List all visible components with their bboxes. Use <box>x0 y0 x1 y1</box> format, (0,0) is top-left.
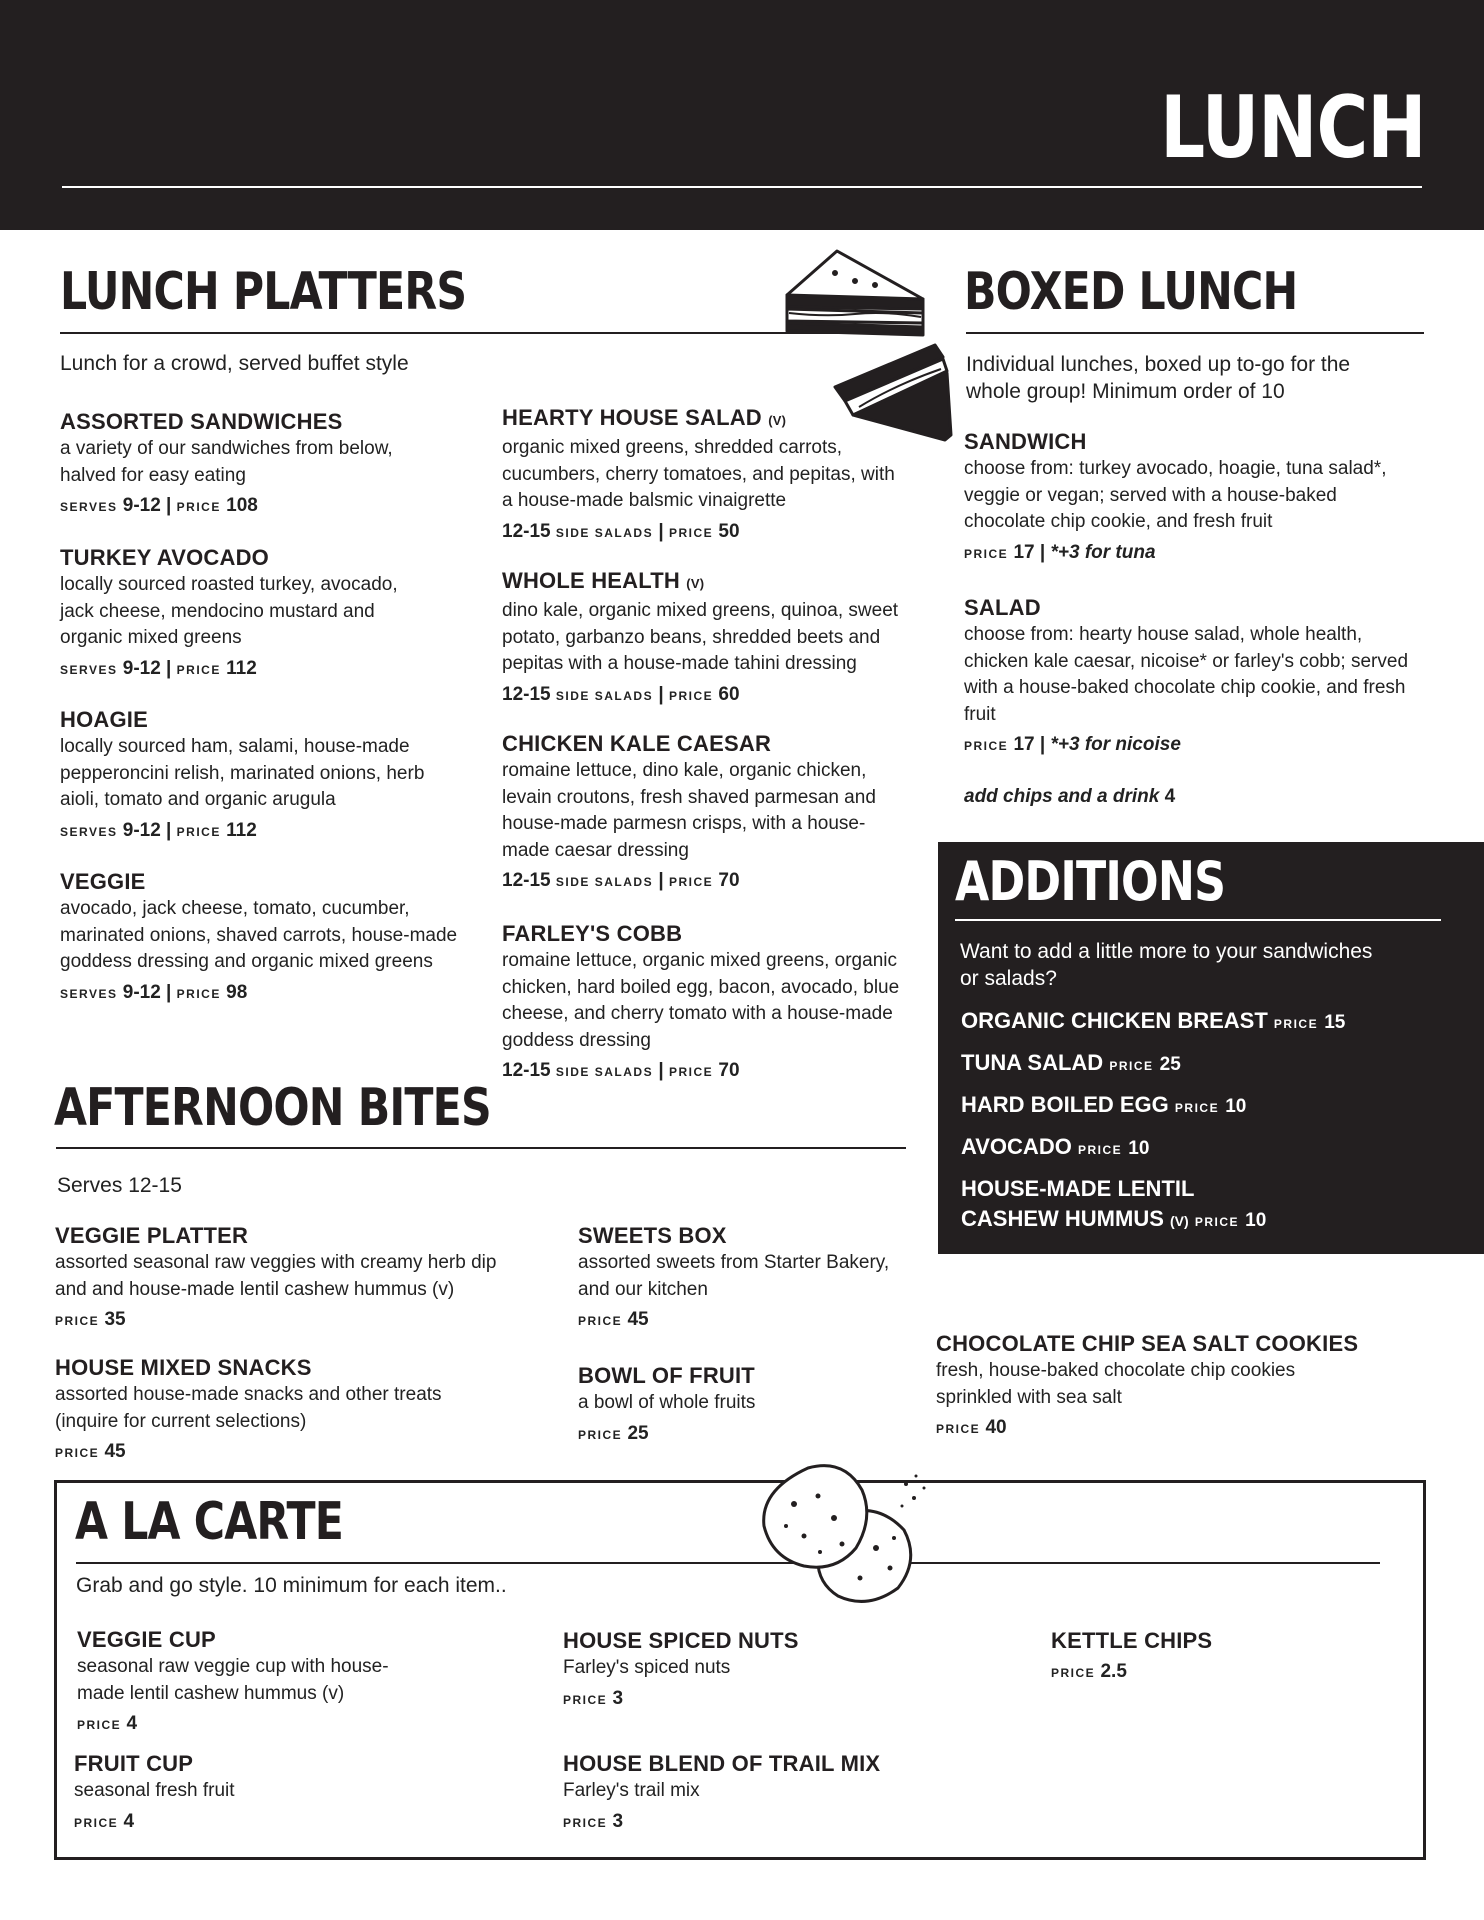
alc-veggie-cup <box>77 1626 517 1740</box>
item-name: FARLEY'S COBB <box>502 921 683 946</box>
platter-hoagie <box>60 706 500 847</box>
item-name: VEGGIE PLATTER <box>55 1223 249 1248</box>
platter-whole-health <box>502 567 942 711</box>
lunch-platters-intro: Lunch for a crowd, served buffet style <box>60 352 409 375</box>
item-name: HOAGIE <box>60 707 148 732</box>
item-description: choose from: turkey avocado, hoagie, tuna salad*, veggie or vegan; served with a house-baked chocolate chip cookie, and fresh fruit <box>964 458 1387 532</box>
cookie-illustration-icon <box>756 1456 936 1608</box>
item-meta: PRICE 25 <box>578 1422 649 1444</box>
item-description: seasonal raw veggie cup with house-made lentil cashew hummus (v) <box>77 1656 389 1704</box>
item-description: assorted house-made snacks and other treats (inquire for current selections) <box>55 1384 442 1432</box>
lunch-platters-title: LUNCH PLATTERS <box>60 262 467 322</box>
item-name: ASSORTED SANDWICHES <box>60 409 343 434</box>
item-description: choose from: hearty house salad, whole health, chicken kale caesar, nicoise* or farley's cobb; served with a house-baked chocolate chip cookie, and fresh fruit <box>964 624 1409 725</box>
alc-kettle-chips <box>1051 1627 1484 1688</box>
afternoon-bites-divider <box>56 1147 906 1149</box>
a-la-carte-intro: Grab and go style. 10 minimum for each item.. <box>76 1574 507 1597</box>
bite-veggie-platter <box>55 1222 495 1336</box>
item-description: dino kale, organic mixed greens, quinoa, sweet potato, garbanzo beans, shredded beets and pepitas with a house-made tahini dressing <box>502 600 899 674</box>
item-description: romaine lettuce, organic mixed greens, organic chicken, hard boiled egg, bacon, avocado, blue cheese, and cherry tomato with a house-made goddess dressing <box>502 950 900 1051</box>
a-la-carte-title: A LA CARTE <box>75 1492 344 1552</box>
item-name: SALAD <box>964 595 1041 620</box>
alc-trail-mix <box>563 1750 1003 1838</box>
item-description: avocado, jack cheese, tomato, cucumber, marinated onions, shaved carrots, house-made goddess dressing and organic mixed greens <box>60 898 458 972</box>
addition-chicken-breast: ORGANIC CHICKEN BREAST PRICE 15 <box>961 1008 1346 1033</box>
item-name: HEARTY HOUSE SALAD (V) <box>502 405 787 430</box>
additions-intro: Want to add a little more to your sandwiches or salads? <box>960 940 1373 990</box>
item-description: romaine lettuce, dino kale, organic chicken, levain croutons, fresh shaved parmesan and house-made parmesn crisps, with a house-made caesar dressing <box>502 760 876 861</box>
item-name: HOUSE SPICED NUTS <box>563 1628 799 1653</box>
item-description: assorted sweets from Starter Bakery, and our kitchen <box>578 1252 890 1300</box>
item-meta: PRICE 40 <box>936 1417 1007 1438</box>
boxed-lunch-intro: Individual lunches, boxed up to-go for the whole group! Minimum order of 10 <box>966 353 1351 403</box>
item-description: a variety of our sandwiches from below, halved for easy eating <box>60 438 393 486</box>
item-name: WHOLE HEALTH (V) <box>502 568 705 593</box>
item-meta: 12-15 SIDE SALADS | PRICE 70 <box>502 870 740 891</box>
item-meta: SERVES 9-12 | PRICE 112 <box>60 819 257 841</box>
item-meta: PRICE 17 | *+3 for nicoise <box>964 734 1181 755</box>
platter-chicken-kale-caesar <box>502 730 942 897</box>
item-description: Farley's trail mix <box>563 1780 700 1801</box>
bite-chocolate-chip-cookies <box>936 1330 1416 1444</box>
item-name: SANDWICH <box>964 429 1087 454</box>
item-name: VEGGIE <box>60 869 146 894</box>
bite-house-mixed-snacks <box>55 1354 495 1468</box>
item-description: seasonal fresh fruit <box>74 1780 235 1801</box>
boxed-lunch-divider <box>966 332 1424 334</box>
item-meta: PRICE 2.5 <box>1051 1661 1127 1682</box>
addition-tuna-salad: TUNA SALAD PRICE 25 <box>961 1050 1181 1075</box>
bite-sweets-box <box>578 1222 1018 1336</box>
addition-avocado: AVOCADO PRICE 10 <box>961 1134 1150 1159</box>
item-description: locally sourced ham, salami, house-made pepperoncini relish, marinated onions, herb aioli, tomato and organic arugula <box>60 736 425 810</box>
item-meta: 12-15 SIDE SALADS | PRICE 70 <box>502 1060 740 1081</box>
item-name: FRUIT CUP <box>74 1751 194 1776</box>
item-meta: PRICE 17 | *+3 for tuna <box>964 541 1156 563</box>
item-description: assorted seasonal raw veggies with creamy herb dip and and house-made lentil cashew hummus (v) <box>55 1252 497 1300</box>
item-name: HOUSE MIXED SNACKS <box>55 1355 312 1380</box>
item-meta: PRICE 45 <box>55 1441 126 1462</box>
platter-veggie <box>60 868 500 1009</box>
header-divider <box>62 186 1422 188</box>
item-name: CHICKEN KALE CAESAR <box>502 731 772 756</box>
afternoon-bites-title: AFTERNOON BITES <box>54 1078 491 1138</box>
item-name: SWEETS BOX <box>578 1223 727 1248</box>
platter-hearty-house-salad <box>502 404 942 548</box>
boxed-lunch-title: BOXED LUNCH <box>964 262 1298 322</box>
boxed-sandwich <box>964 428 1404 569</box>
item-meta: SERVES 9-12 | PRICE 98 <box>60 981 248 1003</box>
item-name: CHOCOLATE CHIP SEA SALT COOKIES <box>936 1331 1359 1356</box>
item-meta: PRICE 45 <box>578 1309 649 1330</box>
item-description: a bowl of whole fruits <box>578 1392 756 1413</box>
boxed-addon: add chips and a drink 4 <box>964 786 1176 807</box>
item-name: TURKEY AVOCADO <box>60 545 269 570</box>
alc-fruit-cup <box>74 1750 514 1838</box>
item-meta: 12-15 SIDE SALADS | PRICE 60 <box>502 683 740 705</box>
item-meta: PRICE 4 <box>77 1713 138 1734</box>
platter-assorted-sandwiches <box>60 408 500 522</box>
item-meta: PRICE 3 <box>563 1810 624 1832</box>
item-meta: 12-15 SIDE SALADS | PRICE 50 <box>502 520 740 542</box>
item-meta: SERVES 9-12 | PRICE 112 <box>60 657 257 679</box>
boxed-salad <box>964 594 1409 761</box>
item-meta: PRICE 4 <box>74 1810 135 1832</box>
item-description: organic mixed greens, shredded carrots, cucumbers, cherry tomatoes, and pepitas, with a house-made balsmic vinaigrette <box>502 437 895 511</box>
addition-hard-boiled-egg: HARD BOILED EGG PRICE 10 <box>961 1092 1247 1117</box>
item-name: KETTLE CHIPS <box>1051 1628 1213 1653</box>
item-meta: SERVES 9-12 | PRICE 108 <box>60 495 258 516</box>
item-name: HOUSE BLEND OF TRAIL MIX <box>563 1751 881 1776</box>
page-title: LUNCH <box>1160 78 1426 178</box>
platter-turkey-avocado <box>60 544 500 685</box>
item-meta: PRICE 3 <box>563 1687 624 1709</box>
item-description: Farley's spiced nuts <box>563 1657 731 1678</box>
item-name: VEGGIE CUP <box>77 1627 216 1652</box>
item-meta: PRICE 35 <box>55 1309 126 1330</box>
additions-divider <box>955 919 1441 921</box>
platter-farleys-cobb <box>502 920 942 1087</box>
item-description: locally sourced roasted turkey, avocado, jack cheese, mendocino mustard and organic mixed greens <box>60 574 398 648</box>
alc-house-spiced-nuts <box>563 1627 1003 1715</box>
item-description: fresh, house-baked chocolate chip cookies sprinkled with sea salt <box>936 1360 1296 1408</box>
additions-title: ADDITIONS <box>955 850 1226 913</box>
addition-hummus: HOUSE-MADE LENTIL CASHEW HUMMUS (V) PRICE 10 <box>961 1176 1267 1231</box>
afternoon-bites-intro: Serves 12-15 <box>57 1174 182 1197</box>
item-name: BOWL OF FRUIT <box>578 1363 755 1388</box>
a-la-carte-divider <box>76 1562 1380 1564</box>
